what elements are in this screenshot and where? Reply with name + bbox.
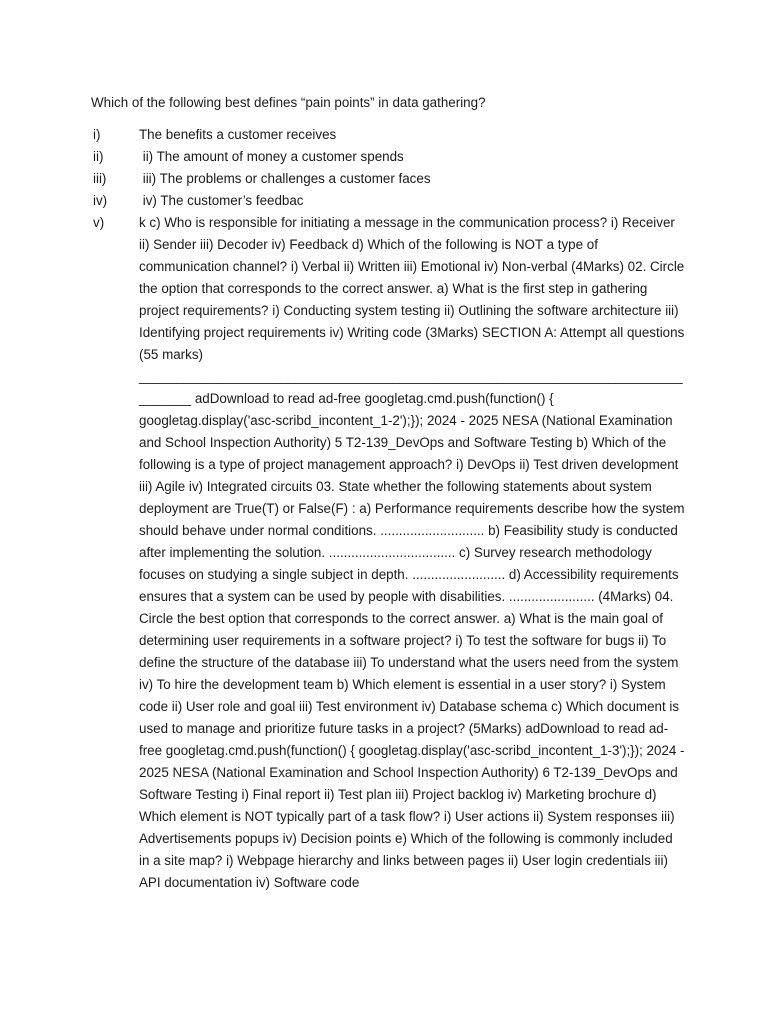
option-number: ii) bbox=[93, 149, 104, 164]
option-item bbox=[93, 190, 685, 212]
option-item bbox=[93, 168, 685, 190]
option-number: iii) bbox=[93, 171, 107, 186]
option-text: k c) Who is responsible for initiating a message in the communication process? i) Receiver ii) Sender iii) Decoder iv) Feedback d) Which of the following is NOT a type of communication channel? i) Verbal ii) Written iii) Emotional iv) Non-verbal (4Marks) 02. Circle the option that corresponds to the correct answer. a) What is the first step in gathering project requirements? i) Conducting system testing ii) Outlining the software architecture iii) Identifying project requirements iv) Writing code (3Marks) SECTION A: Attempt all questions (55 marks) ________________________________________________________________________________ adDownload to read ad-free googletag.cmd.push(function() { googletag.display('asc-scribd_incontent_1-2');}); 2024 - 2025 NESA (National Examination and School Inspection Authority) 5 T2-139_DevOps and Software Testing b) Which of the following is a type of project management approach? i) DevOps ii) Test driven development iii) Agile iv) Integrated circuits 03. State whether the following statements about system deployment are True(T) or False(F) : a) Performance requirements describe how the system should behave under normal conditions. ............................ b) Feasibility study is conducted after implementing the solution. .................................. c) Survey research methodology focuses on studying a single subject in depth. ......................... d) Accessibility requirements ensures that a system can be used by people with disabilities. ....................... (4Marks) 04. Circle the best option that corresponds to the correct answer. a) What is the main goal of determining user requirements in a software project? i) To test the software for bugs ii) To define the structure of the database iii) To understand what the users need from the system iv) To hire the development team b) Which element is essential in a user story? i) System code ii) User role and goal iii) Test environment iv) Database schema c) Which document is used to manage and prioritize future tasks in a project? (5Marks) adDownload to read ad-free googletag.cmd.push(function() { googletag.display('asc-scribd_incontent_1-3');}); 2024 - 2025 NESA (National Examination and School Inspection Authority) 6 T2-139_DevOps and Software Testing i) Final report ii) Test plan iii) Project backlog iv) Marketing brochure d) Which element is NOT typically part of a task flow? i) User actions ii) System responses iii) Advertisements popups iv) Decision points e) Which of the following is commonly included in a site map? i) Webpage hierarchy and links between pages ii) User login credentials iii) API documentation iv) Software code bbox=[139, 215, 685, 890]
question-text: Which of the following best defines “pain points” in data gathering? bbox=[91, 95, 486, 110]
option-list bbox=[93, 124, 685, 894]
option-text: ii) The amount of money a customer spends bbox=[139, 149, 404, 164]
option-item bbox=[93, 124, 685, 146]
option-text: iii) The problems or challenges a customer faces bbox=[139, 171, 431, 186]
option-item bbox=[93, 212, 685, 894]
option-number: i) bbox=[93, 127, 101, 142]
option-number: iv) bbox=[93, 193, 108, 208]
option-text: The benefits a customer receives bbox=[139, 127, 337, 142]
option-number: v) bbox=[93, 215, 105, 230]
option-item bbox=[93, 146, 685, 168]
option-text: iv) The customer’s feedbac bbox=[139, 193, 304, 208]
